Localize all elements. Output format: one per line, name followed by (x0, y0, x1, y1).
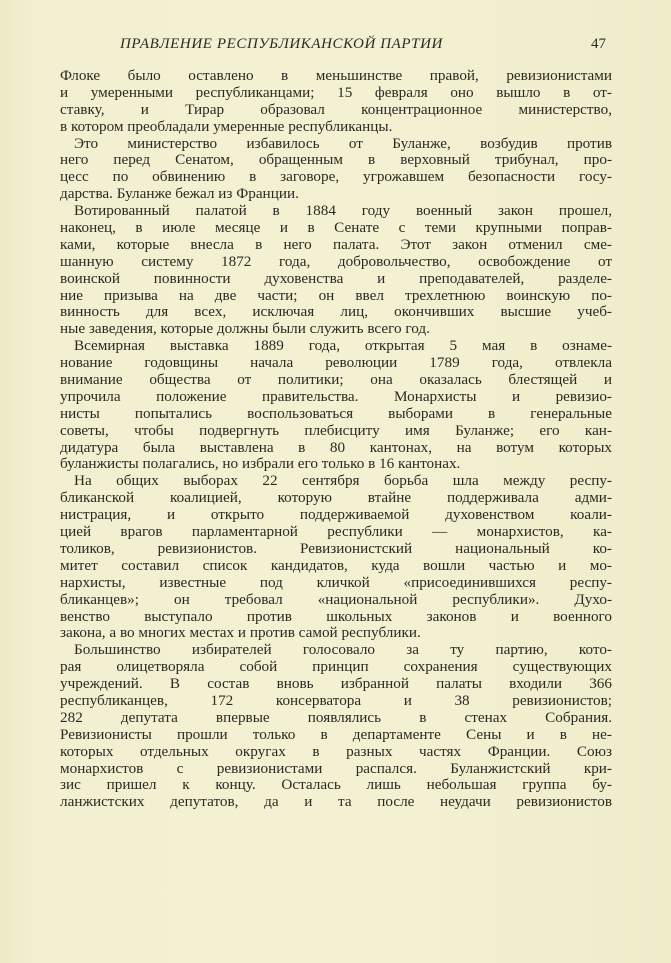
text-line: нархисты, известные под кличкой «присоединившихся респу- (60, 573, 612, 591)
text-line: бликанской коалицией, которую втайне поддерживала адми- (60, 489, 612, 507)
text-line: дидатура была выставлена в 80 кантонах, на вотум которых (60, 438, 612, 456)
page-header (60, 34, 612, 56)
text-line: 282 депутата впервые появлялись в стенах Собрания. (60, 708, 612, 726)
text-line: ками, которые внесла в него палата. Этот закон отменил сме- (60, 235, 612, 253)
text-line: цией врагов парламентарной республики — монархистов, ка- (60, 523, 612, 541)
text-line: в котором преобладали умеренные республиканцы. (60, 117, 393, 135)
page-number: 47 (591, 36, 606, 52)
text-line: бликанцев»; он требовал «национальной республики». Духо- (60, 590, 612, 608)
text-line: воинской повинности духовенства и преподавателей, разделе- (60, 269, 612, 287)
text-line: Большинство избирателей голосовало за ту партию, кото- (74, 641, 612, 659)
text-line: и умеренными республиканцами; 15 февраля оно вышло в от- (60, 83, 612, 101)
paragraph (60, 68, 612, 136)
text-line: него перед Сенатом, обращенным в верховный трибунал, про- (60, 151, 612, 169)
paragraph (60, 338, 612, 473)
text-line: советы, чтобы подвергнуть плебисциту имя Буланже; его кан- (60, 421, 612, 439)
page-body-text (60, 68, 612, 811)
text-line: зис пришел к концу. Осталась лишь небольшая группа бу- (60, 776, 612, 794)
text-line: учреждений. В состав вновь избранной палаты входили 366 (60, 675, 612, 693)
text-line: ные заведения, которые должны были служить всего год. (60, 320, 430, 338)
text-line: Вотированный палатой в 1884 году военный закон прошел, (74, 202, 612, 220)
text-line: митет составил список кандидатов, куда вошли частью и мо- (60, 556, 612, 574)
text-line: толиков, ревизионистов. Ревизионистский национальный ко- (60, 539, 612, 557)
text-line: буланжисты полагались, но избрали его только в 16 кантонах. (60, 455, 461, 473)
text-line: Это министерство избавилось от Буланже, возбудив против (74, 134, 612, 152)
text-line: венство выступало против школьных законов и военного (60, 607, 612, 625)
text-line: ние призыва на две части; он ввел трехлетнюю воинскую по- (60, 286, 612, 304)
text-line: Флоке было оставлено в меньшинстве правой, ревизионистами (60, 67, 612, 84)
text-line: дарства. Буланже бежал из Франции. (60, 185, 299, 203)
text-line: нисты попытались воспользоваться выборами в генеральные (60, 404, 612, 422)
text-line: винность для всех, исключая лиц, окончивших высшие учеб- (60, 303, 612, 321)
text-line: упрочила положение правительства. Монархисты и ревизио- (60, 387, 612, 405)
text-line: монархистов с ревизионистами распался. Буланжистский кри- (60, 759, 612, 777)
paragraph (60, 203, 612, 338)
text-line: нование годовщины начала революции 1789 года, отвлекла (60, 354, 612, 372)
text-line: которых отдельных округах в разных частях Франции. Союз (60, 742, 612, 760)
text-line: нистрация, и открыто поддерживаемой духовенством коали- (60, 506, 612, 524)
running-title: ПРАВЛЕНИЕ РЕСПУБЛИКАНСКОЙ ПАРТИИ (120, 36, 443, 52)
text-line: ставку, и Тирар образовал концентрационное министерство, (60, 100, 612, 118)
text-line: рая олицетворяла собой принцип сохранения существующих (60, 658, 612, 676)
text-line: Ревизионисты прошли только в департаменте Сены и в не- (60, 725, 612, 743)
text-line: внимание общества от политики; она оказалась блестящей и (60, 371, 612, 389)
text-line: шанную систему 1872 года, добровольчество, освобождение от (60, 252, 612, 270)
text-line: закона, а во многих местах и против самой республики. (60, 624, 421, 642)
text-line: ланжистских депутатов, да и та после неудачи ревизионистов (60, 793, 612, 811)
text-line: наконец, в июле месяце и в Сенате с теми крупными поправ- (60, 219, 612, 237)
text-line: цесс по обвинению в заговоре, угрожавшем безопасности госу- (60, 168, 612, 186)
text-line: Всемирная выставка 1889 года, открытая 5 мая в ознаме- (74, 337, 612, 355)
paragraph (60, 473, 612, 642)
paragraph (60, 136, 612, 204)
paragraph (60, 642, 612, 811)
text-line: республиканцев, 172 консерватора и 38 ревизионистов; (60, 691, 612, 709)
text-line: На общих выборах 22 сентября борьба шла между респу- (74, 472, 612, 490)
